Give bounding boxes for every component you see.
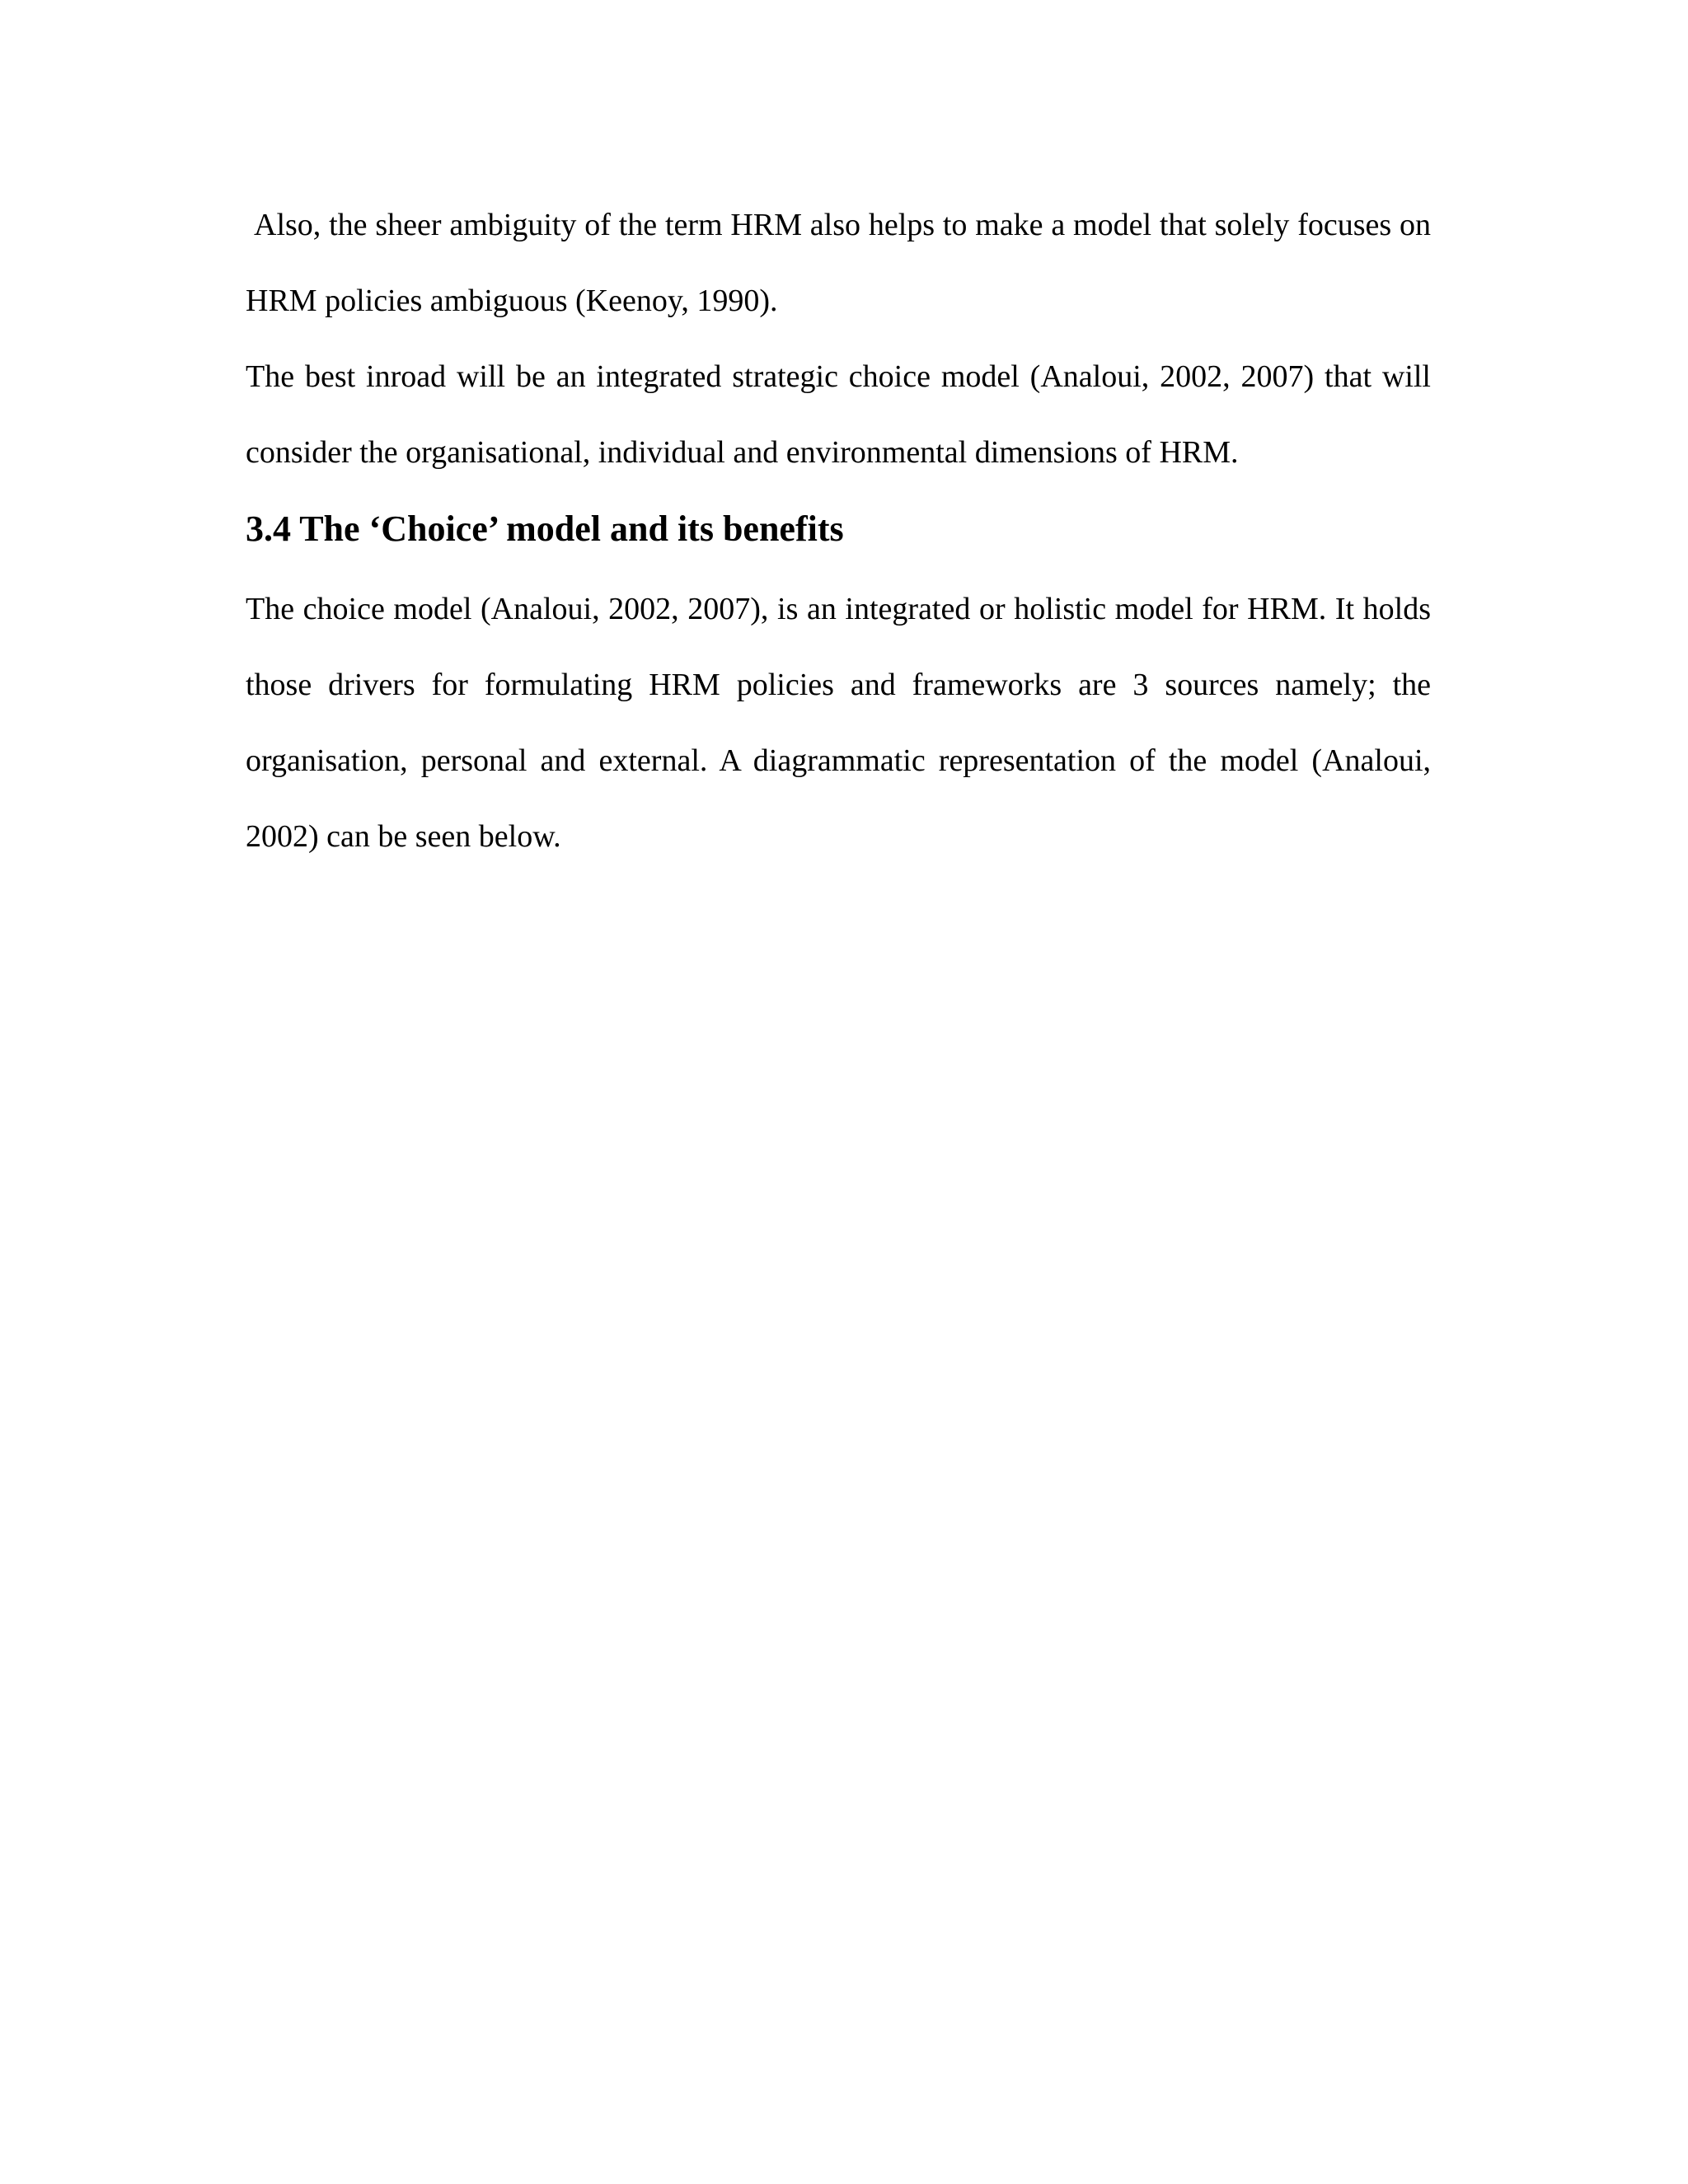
paragraph-hrm-ambiguity: Also, the sheer ambiguity of the term HRM also helps to make a model that solely focuses on HRM policies ambiguous (Keenoy, 1990). [246, 208, 1431, 318]
paragraph-choice-model: The choice model (Analoui, 2002, 2007), is an integrated or holistic model for HRM. It holds those drivers for formulating HRM policies and frameworks are 3 sources namely; the organisation, personal and external. A diagrammatic representation of the model (Analoui, 2002) can be seen below. [246, 592, 1431, 854]
page-content [246, 187, 1431, 874]
paragraph-strategic-choice: The best inroad will be an integrated strategic choice model (Analoui, 2002, 2007) that will consider the organisational, individual and environmental dimensions of HRM. [246, 359, 1431, 470]
section-heading: 3.4 The ‘Choice’ model and its benefits [246, 509, 844, 549]
